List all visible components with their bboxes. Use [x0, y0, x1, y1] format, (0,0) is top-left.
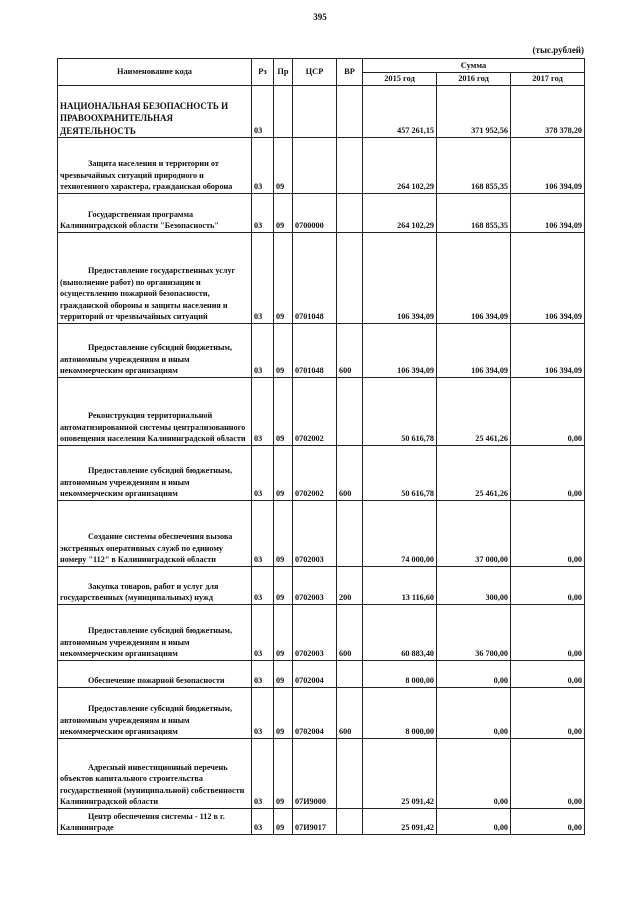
row-2015: 457 261,15: [363, 86, 437, 138]
row-2017: 0,00: [511, 605, 585, 661]
table-row: [58, 809, 585, 835]
row-csr: 0702002: [293, 378, 337, 446]
table-row: [58, 378, 585, 446]
row-2016: 106 394,09: [437, 324, 511, 378]
header-sum: Сумма: [363, 59, 585, 73]
row-vr: [337, 86, 363, 138]
row-pr: 09: [274, 661, 293, 688]
header-rz: Рз: [252, 59, 274, 86]
row-2017: 106 394,09: [511, 194, 585, 233]
row-name: Адресный инвестиционный перечень объектов капитального строительства государственной (муниципальной) собственности Калининградской области: [58, 739, 252, 809]
row-2016: 37 000,00: [437, 501, 511, 567]
header-name: Наименование кода: [58, 59, 252, 86]
row-vr: [337, 661, 363, 688]
table-row: [58, 501, 585, 567]
row-vr: 200: [337, 567, 363, 605]
table-row: [58, 86, 585, 138]
row-rz: 03: [252, 194, 274, 233]
row-2015: 264 102,29: [363, 194, 437, 233]
table-row: [58, 138, 585, 194]
row-pr: 09: [274, 739, 293, 809]
row-name: Предоставление субсидий бюджетным, автономным учреждениям и иным некоммерческим организациям: [58, 688, 252, 739]
row-csr: 0702004: [293, 661, 337, 688]
row-2015: 74 000,00: [363, 501, 437, 567]
table-row: [58, 446, 585, 501]
row-name: Предоставление субсидий бюджетным, автономным учреждениям и иным некоммерческим организациям: [58, 324, 252, 378]
row-2016: 371 952,56: [437, 86, 511, 138]
header-2017: 2017 год: [511, 73, 585, 86]
header-csr: ЦСР: [293, 59, 337, 86]
row-rz: 03: [252, 661, 274, 688]
table-row: [58, 324, 585, 378]
row-rz: 03: [252, 86, 274, 138]
table-row: [58, 688, 585, 739]
row-rz: 03: [252, 501, 274, 567]
table-body: [58, 86, 585, 835]
row-csr: 0702004: [293, 688, 337, 739]
row-rz: 03: [252, 688, 274, 739]
row-rz: 03: [252, 567, 274, 605]
row-2016: 168 855,35: [437, 138, 511, 194]
row-csr: 0702003: [293, 605, 337, 661]
row-pr: 09: [274, 446, 293, 501]
row-rz: 03: [252, 324, 274, 378]
row-2017: 0,00: [511, 739, 585, 809]
row-2017: 0,00: [511, 501, 585, 567]
table-header: [58, 59, 585, 86]
row-2016: 25 461,26: [437, 446, 511, 501]
header-pr: Пр: [274, 59, 293, 86]
row-vr: [337, 809, 363, 835]
header-2015: 2015 год: [363, 73, 437, 86]
budget-table: [57, 58, 585, 835]
row-2017: 0,00: [511, 661, 585, 688]
row-name: Обеспечение пожарной безопасности: [58, 661, 252, 688]
row-2016: 106 394,09: [437, 233, 511, 324]
row-csr: 0701048: [293, 233, 337, 324]
row-pr: 09: [274, 138, 293, 194]
row-rz: 03: [252, 138, 274, 194]
row-2015: 264 102,29: [363, 138, 437, 194]
row-vr: 600: [337, 688, 363, 739]
row-2015: 13 116,60: [363, 567, 437, 605]
row-pr: 09: [274, 501, 293, 567]
row-2015: 50 616,78: [363, 378, 437, 446]
row-name: Государственная программа Калининградской области "Безопасность": [58, 194, 252, 233]
row-csr: 0700000: [293, 194, 337, 233]
row-2016: 0,00: [437, 809, 511, 835]
row-2017: 378 378,20: [511, 86, 585, 138]
row-pr: 09: [274, 233, 293, 324]
row-2016: 300,00: [437, 567, 511, 605]
row-vr: 600: [337, 446, 363, 501]
row-vr: [337, 194, 363, 233]
row-vr: [337, 378, 363, 446]
row-name: Центр обеспечения системы - 112 в г. Калининграде: [58, 809, 252, 835]
row-pr: 09: [274, 324, 293, 378]
row-csr: [293, 138, 337, 194]
row-2016: 36 700,00: [437, 605, 511, 661]
row-2017: 0,00: [511, 567, 585, 605]
row-name: Создание системы обеспечения вызова экстренных оперативных служб по единому номеру "112" в Калининградской области: [58, 501, 252, 567]
row-2015: 50 616,78: [363, 446, 437, 501]
table-row: [58, 661, 585, 688]
row-name: Закупка товаров, работ и услуг для государственных (муниципальных) нужд: [58, 567, 252, 605]
row-pr: 09: [274, 688, 293, 739]
header-vr: ВР: [337, 59, 363, 86]
row-2017: 0,00: [511, 446, 585, 501]
row-2016: 0,00: [437, 661, 511, 688]
row-csr: 0702003: [293, 501, 337, 567]
row-2016: 0,00: [437, 739, 511, 809]
row-name: НАЦИОНАЛЬНАЯ БЕЗОПАСНОСТЬ И ПРАВООХРАНИТЕЛЬНАЯ ДЕЯТЕЛЬНОСТЬ: [58, 86, 252, 138]
row-csr: 0701048: [293, 324, 337, 378]
row-name: Предоставление государственных услуг (выполнение работ) по организации и осуществлению пожарной безопасности, гражданской обороны и защиты населения и территорий от чрезвычайных ситуаций: [58, 233, 252, 324]
row-vr: 600: [337, 605, 363, 661]
row-2015: 106 394,09: [363, 324, 437, 378]
row-pr: 09: [274, 194, 293, 233]
row-2015: 8 000,00: [363, 661, 437, 688]
row-2016: 25 461,26: [437, 378, 511, 446]
row-rz: 03: [252, 809, 274, 835]
row-2015: 25 091,42: [363, 809, 437, 835]
row-name: Предоставление субсидий бюджетным, автономным учреждениям и иным некоммерческим организациям: [58, 446, 252, 501]
table-row: [58, 567, 585, 605]
table-row: [58, 739, 585, 809]
row-csr: 07И9017: [293, 809, 337, 835]
row-2017: 106 394,09: [511, 324, 585, 378]
row-pr: 09: [274, 567, 293, 605]
row-2016: 0,00: [437, 688, 511, 739]
row-2015: 25 091,42: [363, 739, 437, 809]
row-vr: [337, 138, 363, 194]
row-rz: 03: [252, 233, 274, 324]
row-name: Предоставление субсидий бюджетным, автономным учреждениям и иным некоммерческим организациям: [58, 605, 252, 661]
row-pr: 09: [274, 605, 293, 661]
row-rz: 03: [252, 446, 274, 501]
row-pr: [274, 86, 293, 138]
row-rz: 03: [252, 605, 274, 661]
row-2017: 0,00: [511, 809, 585, 835]
row-csr: 07И9000: [293, 739, 337, 809]
row-2015: 8 000,00: [363, 688, 437, 739]
table-row: [58, 194, 585, 233]
row-2016: 168 855,35: [437, 194, 511, 233]
row-rz: 03: [252, 378, 274, 446]
table-row: [58, 605, 585, 661]
row-2017: 0,00: [511, 688, 585, 739]
row-vr: [337, 501, 363, 567]
header-2016: 2016 год: [437, 73, 511, 86]
row-csr: 0702002: [293, 446, 337, 501]
row-vr: 600: [337, 324, 363, 378]
row-2015: 106 394,09: [363, 233, 437, 324]
table-row: [58, 233, 585, 324]
page-number: 395: [313, 12, 327, 22]
row-name: Реконструкция территориальной автоматизированной системы централизованного оповещения населения Калининградской области: [58, 378, 252, 446]
units-label: (тыс.рублей): [532, 45, 584, 55]
row-vr: [337, 739, 363, 809]
row-name: Защита населения и территории от чрезвычайных ситуаций природного и техногенного характера, гражданская оборона: [58, 138, 252, 194]
row-vr: [337, 233, 363, 324]
row-rz: 03: [252, 739, 274, 809]
row-csr: [293, 86, 337, 138]
row-pr: 09: [274, 378, 293, 446]
row-csr: 0702003: [293, 567, 337, 605]
row-2015: 60 883,40: [363, 605, 437, 661]
row-2017: 106 394,09: [511, 233, 585, 324]
row-pr: 09: [274, 809, 293, 835]
row-2017: 0,00: [511, 378, 585, 446]
row-2017: 106 394,09: [511, 138, 585, 194]
